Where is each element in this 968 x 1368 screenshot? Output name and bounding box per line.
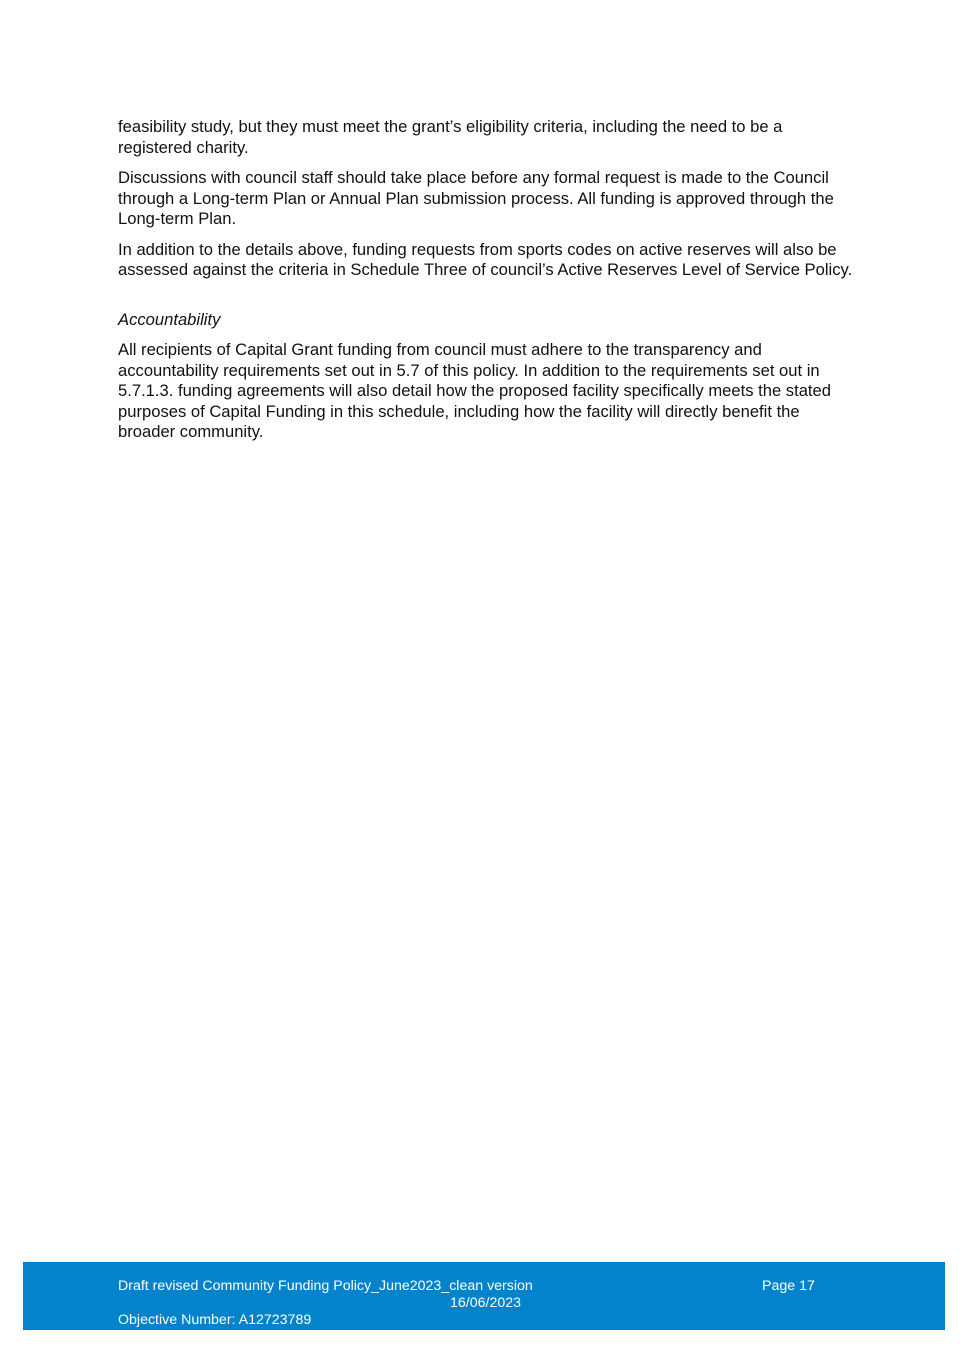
body-paragraph: feasibility study, but they must meet the grant’s eligibility criteria, including the need to be a registered charity. [118, 117, 783, 157]
body-paragraph: In addition to the details above, funding requests from sports codes on active reserves will also be assessed against the criteria in Schedule Three of council’s Active Reserves Level of Service Policy. [118, 239, 853, 279]
page-body [118, 117, 858, 443]
body-paragraph: Discussions with council staff should take place before any formal request is made to the Council through a Long-term Plan or Annual Plan submission process. All funding is approved through the Long-term Plan. [118, 168, 834, 228]
section-heading-accountability: Accountability [118, 309, 221, 329]
footer-date: 16/06/2023 [450, 1295, 522, 1311]
footer-page-number: Page 17 [762, 1278, 815, 1294]
page-footer [23, 1262, 945, 1330]
body-paragraph: All recipients of Capital Grant funding from council must adhere to the transparency and accountability requirements set out in 5.7 of this policy. In addition to the requirements set out in 5.7.1.3. funding agreements will also detail how the proposed facility specifically meets the stated purposes of Capital Funding in this schedule, including how the facility will directly benefit the broader community. [118, 340, 832, 441]
footer-objective-number: Objective Number: A12723789 [118, 1312, 312, 1328]
footer-document-title: Draft revised Community Funding Policy_June2023_clean version [118, 1278, 533, 1294]
